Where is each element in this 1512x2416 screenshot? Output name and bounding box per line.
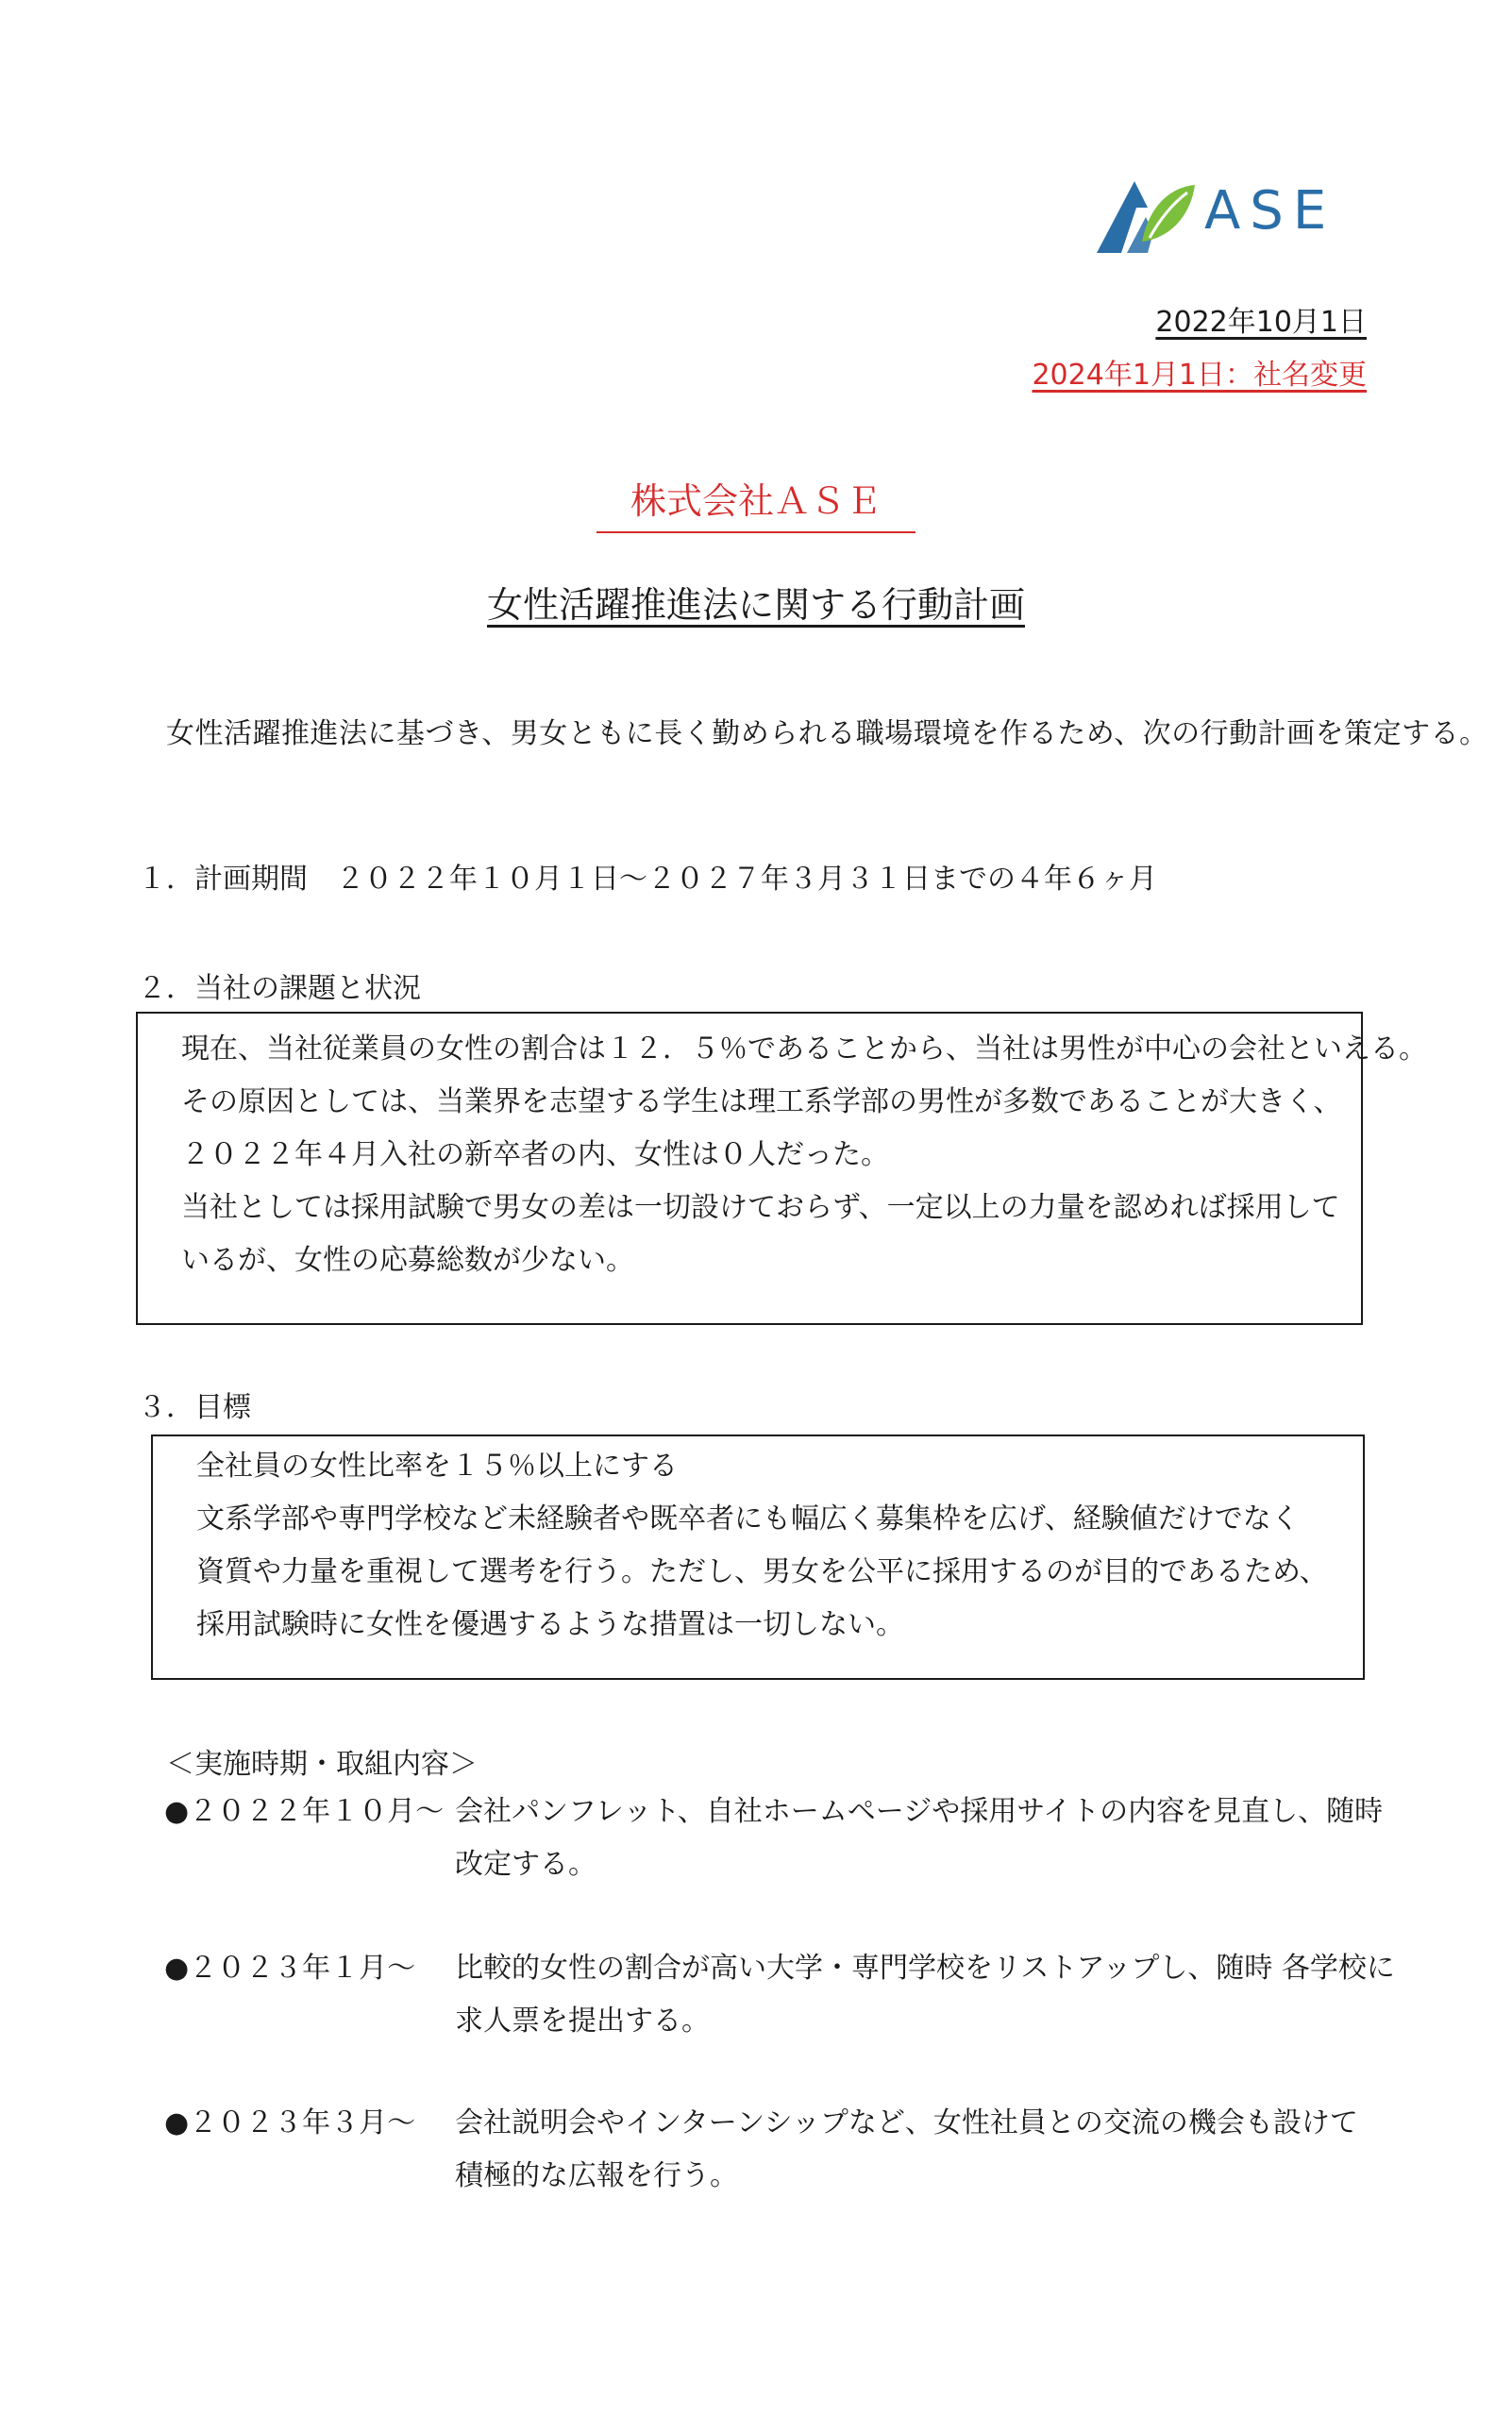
schedule-heading: ＜実施時期・取組内容＞ [166, 1748, 478, 1781]
goals-line: 全社員の女性比率を１５％以上にする [196, 1450, 678, 1483]
issues-line: 現在、当社従業員の女性の割合は１２．５％であることから、当社は男性が中心の会社といえる。 [181, 1032, 1427, 1065]
issues-line: その原因としては、当業界を志望する学生は理工系学部の男性が多数であることが大きく、 [181, 1085, 1342, 1118]
issues-line: いるが、女性の応募総数が少ない。 [181, 1244, 634, 1277]
logo-mark-icon [1093, 176, 1197, 257]
issues-line: ２０２２年４月入社の新卒者の内、女性は０人だった。 [181, 1138, 889, 1171]
schedule-line: 会社パンフレット、自社ホームページや採用サイトの内容を見直し、随時 [455, 1795, 1384, 1828]
issues-box [136, 1012, 1427, 1325]
section-goals-heading: ３．目標 [138, 1391, 251, 1424]
issues-line: 当社としては採用試験で男女の差は一切設けておらず、一定以上の力量を認めれば採用して [181, 1191, 1340, 1224]
date-block [1032, 296, 1367, 402]
schedule-when: ●２０２３年１月～ [164, 1952, 416, 1985]
schedule-what [455, 1942, 1399, 2048]
logo-text: ASE [1204, 180, 1336, 242]
schedule-line: 改定する。 [455, 1848, 596, 1881]
section-issues-heading: ２．当社の課題と状況 [138, 972, 421, 1005]
schedule-line: 求人票を提出する。 [455, 2005, 710, 2038]
schedule-line: 会社説明会やインターンシップなど、女性社員との交流の機会も設けて [455, 2106, 1358, 2139]
issue-date: 2022年10月1日 [1155, 306, 1367, 339]
schedule-when: ●２０２２年１０月～ [164, 1795, 445, 1828]
goals-line: 文系学部や専門学校など未経験者や既卒者にも幅広く募集枠を広げ、経験値だけでなく [196, 1502, 1300, 1535]
schedule-when: ●２０２３年３月～ [164, 2106, 416, 2139]
section-plan-period-text: ２０２２年１０月１日～２０２７年３月３１日までの４年６ヶ月 [336, 863, 1157, 896]
company-name-text: 株式会社ＡＳＥ [596, 472, 916, 533]
name-change-date: 2024年1月1日：社名変更 [1032, 359, 1367, 392]
company-logo [1093, 176, 1367, 257]
schedule-line: 積極的な広報を行う。 [455, 2159, 738, 2192]
section-plan-period-heading: １．計画期間 [138, 863, 308, 896]
document-title [0, 576, 1512, 628]
goals-line: 採用試験時に女性を優遇するような措置は一切しない。 [196, 1608, 904, 1641]
intro-text: 女性活躍推進法に基づき、男女ともに長く勤められる職場環境を作るため、次の行動計画を策定する。 [166, 717, 1488, 750]
goals-line: 資質や力量を重視して選考を行う。ただし、男女を公平に採用するのが目的であるため、 [196, 1555, 1328, 1588]
section-plan-period [138, 855, 1157, 897]
company-name [0, 472, 1512, 533]
schedule-what [455, 2097, 1399, 2203]
schedule-what [455, 1786, 1399, 1891]
schedule-line: 比較的女性の割合が高い大学・専門学校をリストアップし、随時 各学校に [455, 1952, 1395, 1985]
document-title-text: 女性活躍推進法に関する行動計画 [486, 584, 1025, 626]
goals-box [151, 1434, 1365, 1680]
